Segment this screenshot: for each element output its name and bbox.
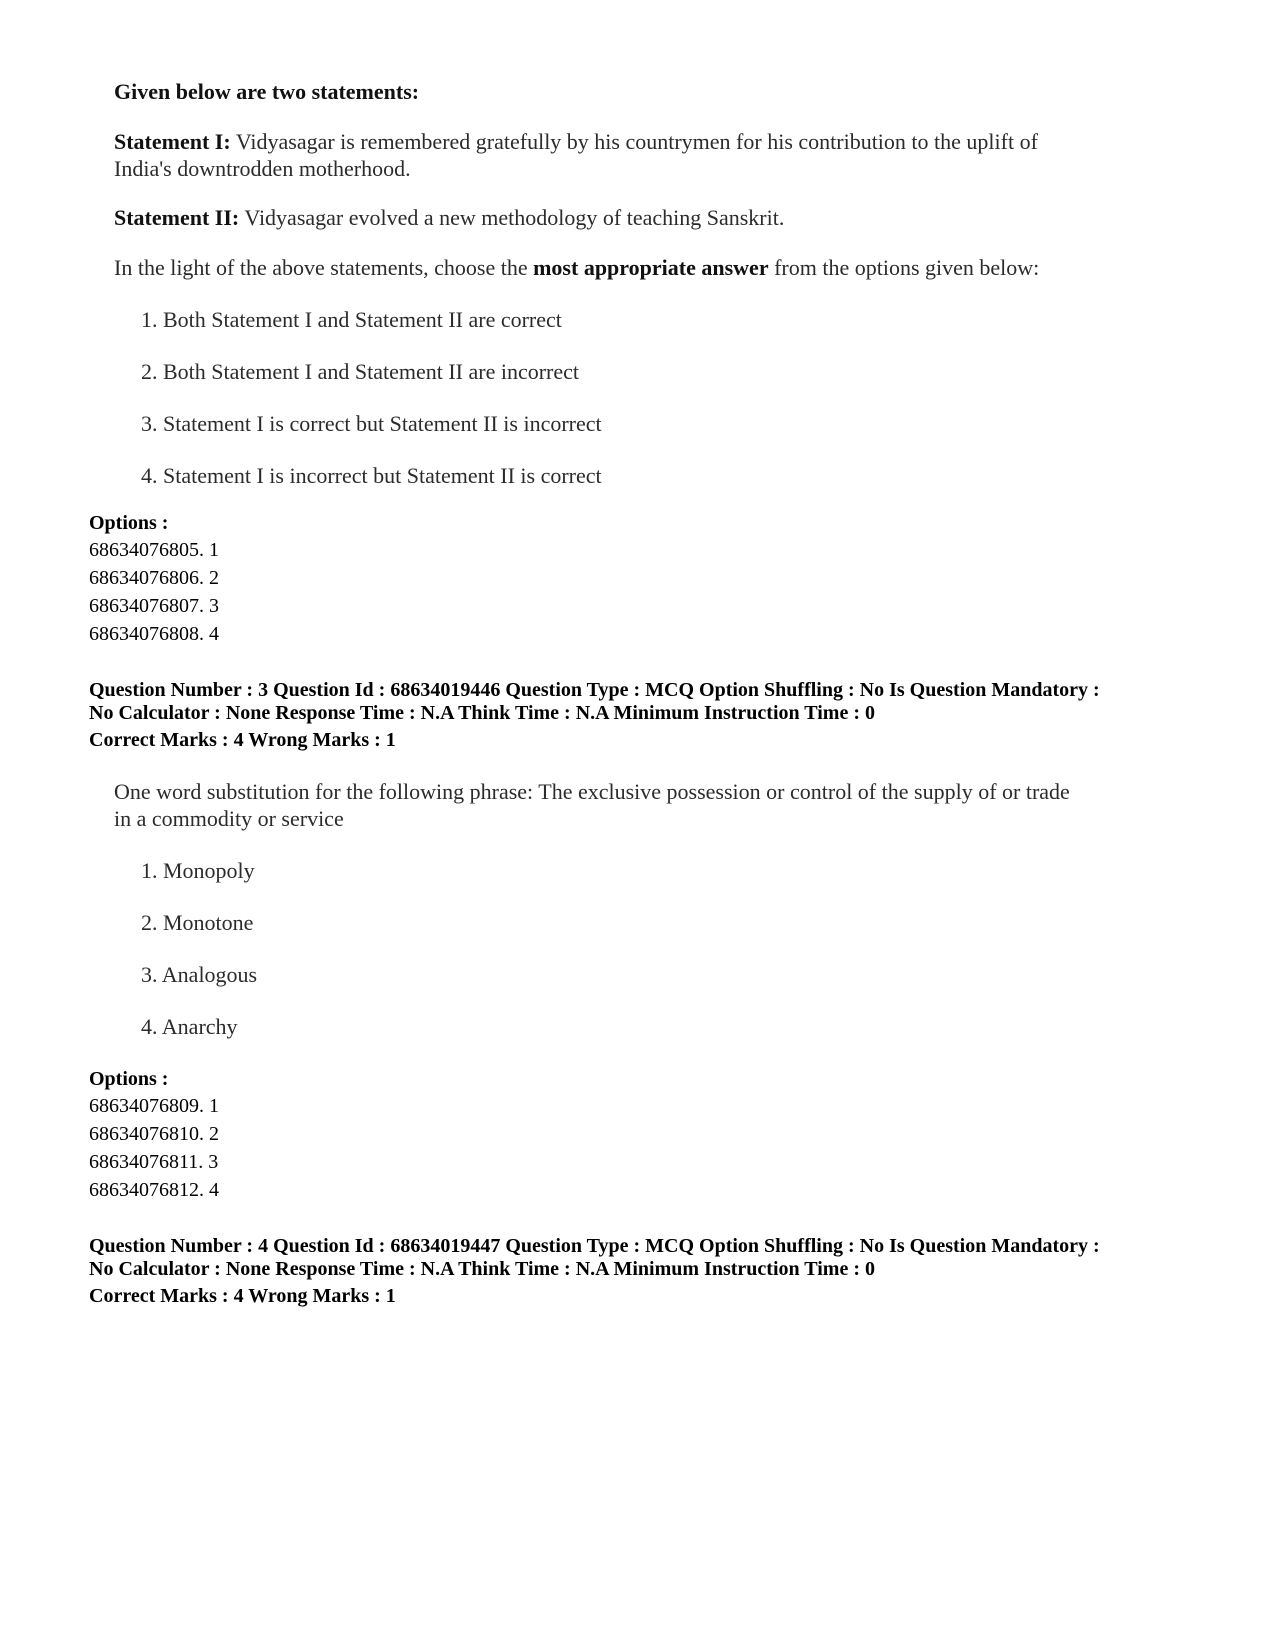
- choice-3: 3. Analogous: [141, 962, 258, 987]
- option-id: 68634076807. 3: [89, 595, 219, 617]
- options-label: Options :: [89, 512, 169, 534]
- choice-4: 4. Statement I is incorrect but Statement II is correct: [141, 463, 602, 488]
- instruction: [114, 254, 1039, 281]
- statement-2-label: Statement II:: [114, 205, 240, 230]
- statement-1: [114, 128, 1038, 155]
- option-id: 68634076812. 4: [89, 1179, 219, 1201]
- option-id: 68634076811. 3: [89, 1151, 219, 1173]
- question-meta: Question Number : 3 Question Id : 68634019446 Question Type : MCQ Option Shuffling : No Is Question Mandatory :: [89, 679, 1100, 701]
- option-id: 68634076809. 1: [89, 1095, 219, 1117]
- choice-2: 2. Both Statement I and Statement II are incorrect: [141, 359, 580, 384]
- options-label: Options :: [89, 1068, 169, 1090]
- statement-2: [114, 204, 784, 231]
- instruction-bold: most appropriate answer: [533, 255, 769, 280]
- option-id: 68634076808. 4: [89, 623, 219, 645]
- choice-3: 3. Statement I is correct but Statement II is incorrect: [141, 411, 602, 436]
- statement-1-label: Statement I:: [114, 129, 231, 154]
- question-meta-continued: No Calculator : None Response Time : N.A Think Time : N.A Minimum Instruction Time : 0: [89, 702, 875, 724]
- question-text-continued: in a commodity or service: [114, 806, 344, 831]
- choice-1: 1. Monopoly: [141, 858, 255, 883]
- choice-4: 4. Anarchy: [141, 1014, 238, 1039]
- option-id: 68634076810. 2: [89, 1123, 219, 1145]
- instruction-post: from the options given below:: [774, 255, 1040, 280]
- choice-1: 1. Both Statement I and Statement II are correct: [141, 307, 562, 332]
- question-text: One word substitution for the following phrase: The exclusive possession or control of the supply of or trade: [114, 779, 1070, 804]
- option-id: 68634076806. 2: [89, 567, 219, 589]
- statement-2-text: Vidyasagar evolved a new methodology of teaching Sanskrit.: [244, 205, 785, 230]
- statement-1-text: Vidyasagar is remembered gratefully by his countrymen for his contribution to the uplift of: [235, 129, 1038, 154]
- statement-1-continued: India's downtrodden motherhood.: [114, 156, 411, 181]
- question-marks: Correct Marks : 4 Wrong Marks : 1: [89, 729, 396, 751]
- question-meta: Question Number : 4 Question Id : 68634019447 Question Type : MCQ Option Shuffling : No Is Question Mandatory :: [89, 1235, 1100, 1257]
- choice-2: 2. Monotone: [141, 910, 254, 935]
- question-meta-continued: No Calculator : None Response Time : N.A Think Time : N.A Minimum Instruction Time : 0: [89, 1258, 875, 1280]
- question-marks: Correct Marks : 4 Wrong Marks : 1: [89, 1285, 396, 1307]
- question-heading: Given below are two statements:: [114, 79, 420, 104]
- option-id: 68634076805. 1: [89, 539, 219, 561]
- instruction-pre: In the light of the above statements, choose the: [114, 255, 528, 280]
